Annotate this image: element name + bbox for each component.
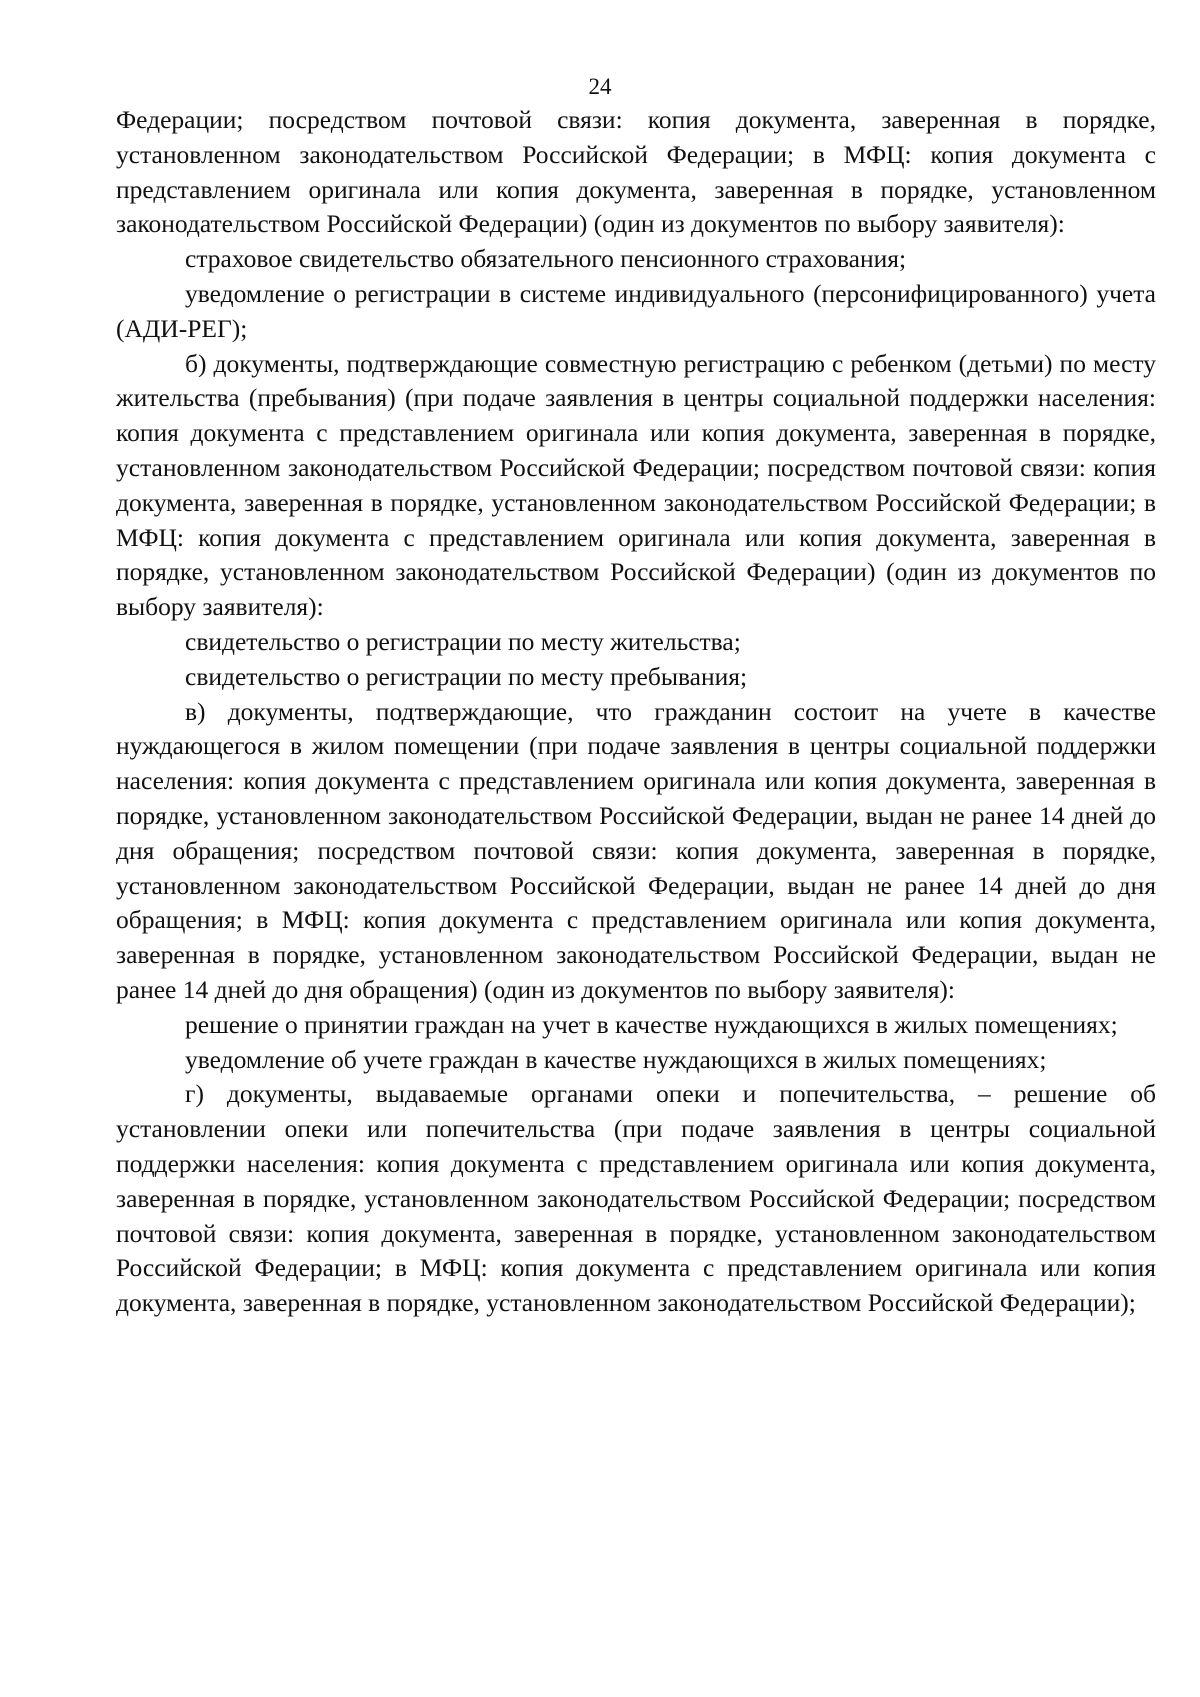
paragraph-item-b: б) документы, подтверждающие совместную регистрацию с ребенком (детьми) по месту жительства (пребывания) (при подаче заявления в центры социальной поддержки населения: копия документа с представлением оригинала или копия документа, заверенная в порядке, установленном законодательством Российской Федерации; посредством почтовой связи: копия документа, заверенная в порядке, установленном законодательством Российской Федерации; в МФЦ: копия документа с представлением оригинала или копия документа, заверенная в порядке, установленном законодательством Российской Федерации) (один из документов по выбору заявителя): <box>116 348 1156 622</box>
page-number: 24 <box>588 74 612 99</box>
paragraph-item-v: в) документы, подтверждающие, что гражданин состоит на учете в качестве нуждающегося в жилом помещении (при подаче заявления в центры социальной поддержки населения: копия документа с представлением оригинала или копия документа, заверенная в порядке, установленном законодательством Российской Федерации, выдан не ранее 14 дней до дня обращения; посредством почтовой связи: копия документа, заверенная в порядке, установленном законодательством Российской Федерации, выдан не ранее 14 дней до дня обращения; в МФЦ: копия документа с представлением оригинала или копия документа, заверенная в порядке, установленном законодательством Российской Федерации, выдан не ранее 14 дней до дня обращения) (один из документов по выбору заявителя): <box>116 696 1156 1004</box>
list-item-housing-decision: решение о принятии граждан на учет в качестве нуждающихся в жилых помещениях; <box>185 1009 1118 1039</box>
list-item-stay-registration: свидетельство о регистрации по месту пребывания; <box>185 661 748 691</box>
paragraph-item-g: г) документы, выдаваемые органами опеки и попечительства, – решение об установлении опеки или попечительства (при подаче заявления в центры социальной поддержки населения: копия документа с представлением оригинала или копия документа, заверенная в порядке, установленном законодательством Российской Федерации; посредством почтовой связи: копия документа, заверенная в порядке, установленном законодательством Российской Федерации; в МФЦ: копия документа с представлением оригинала или копия документа, заверенная в порядке, установленном законодательством Российской Федерации); <box>116 1079 1156 1318</box>
list-item-residence-registration: свидетельство о регистрации по месту жительства; <box>185 626 741 656</box>
list-item-housing-notice: уведомление об учете граждан в качестве нуждающихся в жилых помещениях; <box>185 1044 1047 1074</box>
document-body <box>116 103 1156 1321</box>
list-item-adi-reg-notice: уведомление о регистрации в системе индивидуального (персонифицированного) учета (АДИ-РЕГ); <box>116 278 1156 343</box>
list-item-pension-certificate: страховое свидетельство обязательного пенсионного страхования; <box>185 244 907 274</box>
paragraph-continuation: Федерации; посредством почтовой связи: копия документа, заверенная в порядке, установленном законодательством Российской Федерации; в МФЦ: копия документа с представлением оригинала или копия документа, заверенная в порядке, установленном законодательством Российской Федерации) (один из документов по выбору заявителя): <box>116 105 1156 239</box>
